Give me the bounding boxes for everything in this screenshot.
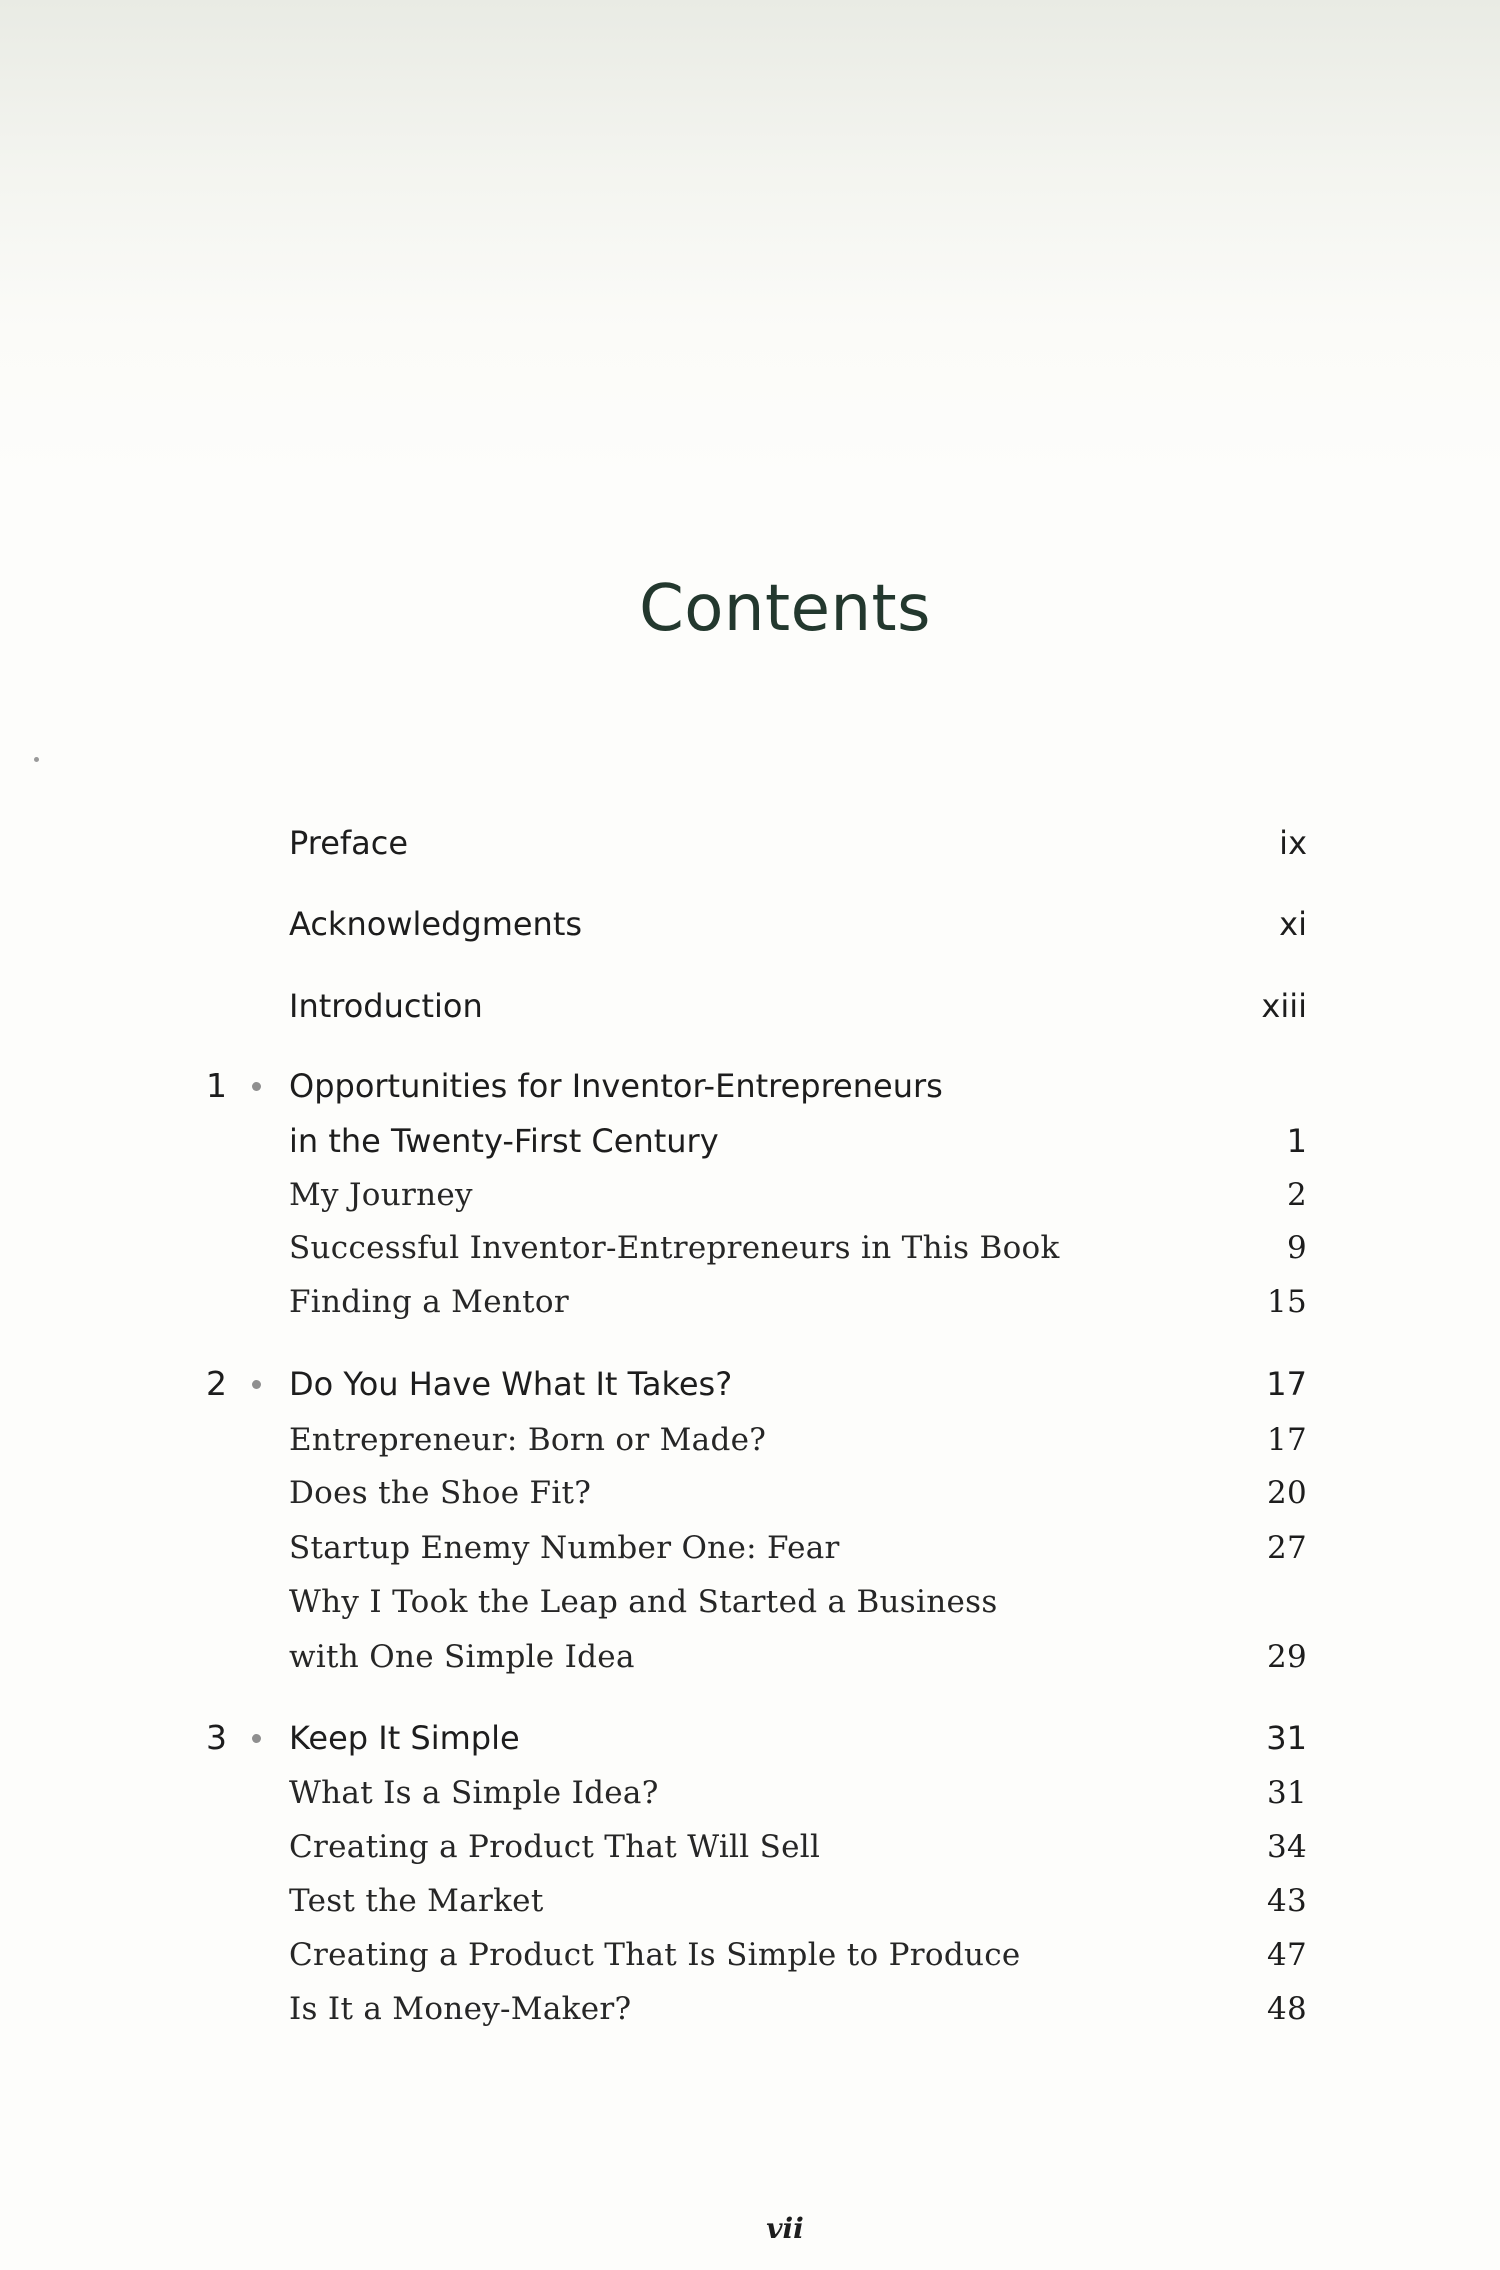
toc-section-entry[interactable]: [0, 1168, 1500, 1222]
chapter-heading-1-cont[interactable]: [0, 1114, 1500, 1168]
toc-entry-page: xi: [1279, 905, 1307, 943]
chapter-title-line1: Keep It Simple: [289, 1719, 520, 1757]
section-label: My Journey: [289, 1177, 473, 1213]
section-label: Does the Shoe Fit?: [289, 1475, 592, 1511]
section-label: What Is a Simple Idea?: [289, 1775, 659, 1811]
toc-entry-page: ix: [1279, 824, 1307, 862]
toc-entry-label: Acknowledgments: [289, 905, 583, 943]
toc-entry-introduction[interactable]: [0, 979, 1500, 1033]
section-page: 9: [1286, 1230, 1307, 1266]
toc-section-entry[interactable]: [0, 1630, 1500, 1684]
section-label: with One Simple Idea: [289, 1639, 635, 1675]
bullet-icon: [252, 1082, 261, 1091]
section-label: Successful Inventor-Entrepreneurs in This Book: [289, 1230, 1060, 1266]
toc-section-entry[interactable]: [0, 1221, 1500, 1275]
bullet-icon: [252, 1734, 261, 1743]
section-label: Creating a Product That Is Simple to Produce: [289, 1937, 1021, 1973]
chapter-heading-1[interactable]: [0, 1059, 1500, 1113]
section-page: 29: [1266, 1639, 1307, 1675]
toc-entry-label: Preface: [289, 824, 409, 862]
toc-section-entry[interactable]: [0, 1766, 1500, 1820]
section-label: Why I Took the Leap and Started a Business: [289, 1584, 998, 1620]
section-page: 47: [1266, 1937, 1307, 1973]
page-title: Contents: [639, 572, 931, 646]
chapter-page: 17: [1266, 1365, 1307, 1403]
bullet-icon: [252, 1380, 261, 1389]
toc-section-entry[interactable]: [0, 1820, 1500, 1874]
toc-section-entry[interactable]: [0, 1874, 1500, 1928]
section-page: 20: [1266, 1475, 1307, 1511]
section-page: 27: [1266, 1530, 1307, 1566]
chapter-page: 1: [1286, 1122, 1307, 1160]
toc-section-entry[interactable]: [0, 1982, 1500, 2036]
chapter-title-line1: Opportunities for Inventor-Entrepreneurs: [289, 1067, 943, 1105]
toc-section-entry[interactable]: [0, 1928, 1500, 1982]
toc-entry-page: xiii: [1261, 987, 1307, 1025]
chapter-number: 1: [206, 1066, 227, 1105]
chapter-number: 3: [206, 1718, 227, 1757]
toc-entry-label: Introduction: [289, 987, 483, 1025]
section-page: 17: [1266, 1422, 1307, 1458]
section-page: 2: [1286, 1177, 1307, 1213]
section-page: 34: [1266, 1829, 1307, 1865]
section-page: 43: [1266, 1883, 1307, 1919]
section-label: Creating a Product That Will Sell: [289, 1829, 821, 1865]
toc-section-entry[interactable]: [0, 1413, 1500, 1467]
chapter-number: 2: [206, 1364, 227, 1403]
toc-entry-preface[interactable]: [0, 816, 1500, 870]
chapter-title-line1: Do You Have What It Takes?: [289, 1365, 733, 1403]
section-label: Startup Enemy Number One: Fear: [289, 1530, 840, 1566]
chapter-title-line2: in the Twenty-First Century: [289, 1122, 719, 1160]
section-page: 48: [1266, 1991, 1307, 2027]
chapter-heading-3[interactable]: [0, 1711, 1500, 1765]
toc-section-entry[interactable]: [0, 1275, 1500, 1329]
page-folio: vii: [766, 2212, 804, 2245]
toc-section-entry[interactable]: [0, 1466, 1500, 1520]
section-label: Entrepreneur: Born or Made?: [289, 1422, 767, 1458]
toc-section-entry[interactable]: [0, 1575, 1500, 1629]
section-label: Finding a Mentor: [289, 1284, 569, 1320]
section-page: 15: [1266, 1284, 1307, 1320]
section-label: Test the Market: [289, 1883, 544, 1919]
section-label: Is It a Money-Maker?: [289, 1991, 632, 2027]
chapter-page: 31: [1266, 1719, 1307, 1757]
section-page: 31: [1266, 1775, 1307, 1811]
toc-entry-acknowledgments[interactable]: [0, 897, 1500, 951]
chapter-heading-2[interactable]: [0, 1357, 1500, 1411]
toc-section-entry[interactable]: [0, 1521, 1500, 1575]
